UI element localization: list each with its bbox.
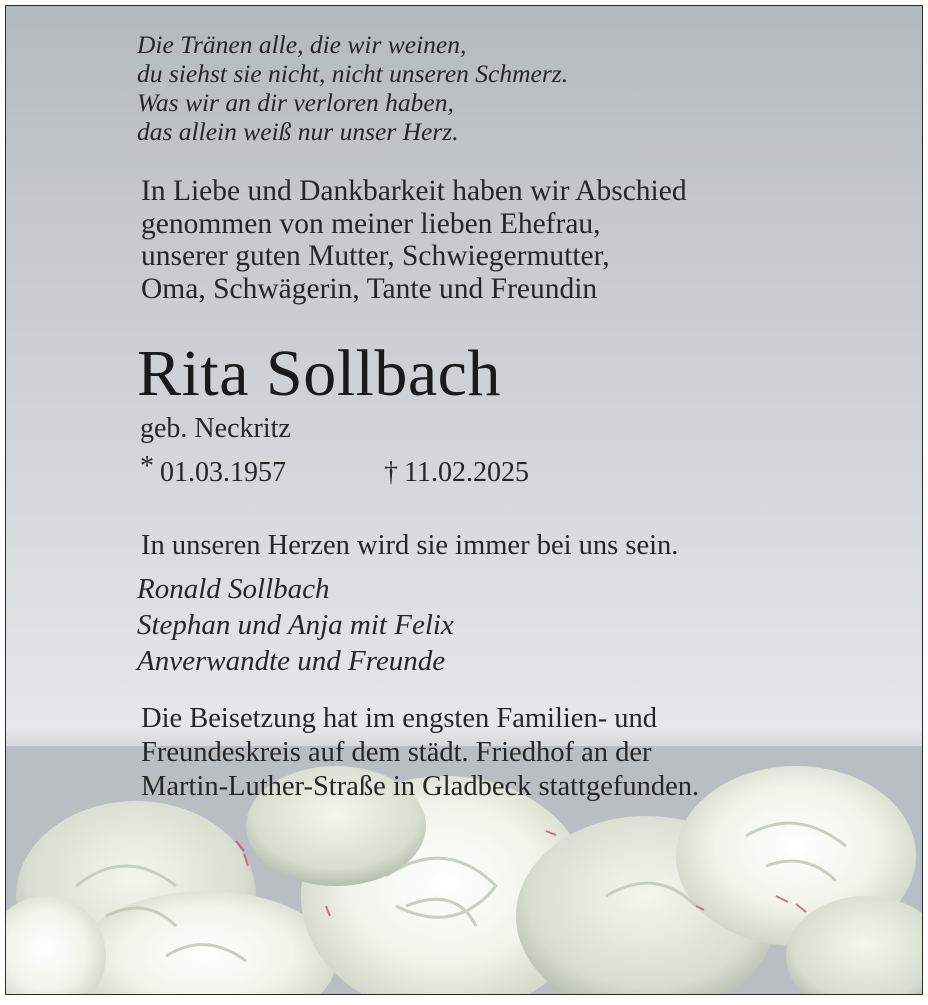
burial-info bbox=[141, 702, 699, 804]
obituary-notice bbox=[5, 5, 923, 995]
birth-name: geb. Neckritz bbox=[140, 413, 291, 444]
mourner-line: Stephan und Anja mit Felix bbox=[137, 609, 454, 641]
intro-text bbox=[141, 175, 687, 305]
poem-line: Was wir an dir verloren haben, bbox=[137, 88, 454, 117]
poem bbox=[137, 30, 568, 146]
motto: In unseren Herzen wird sie immer bei uns sein. bbox=[141, 530, 679, 561]
intro-line: genommen von meiner lieben Ehefrau, bbox=[141, 207, 601, 240]
birth-date-row bbox=[140, 451, 286, 490]
birth-date: 01.03.1957 bbox=[160, 457, 286, 488]
poem-line: du siehst sie nicht, nicht unseren Schmerz. bbox=[137, 59, 569, 88]
mourner-line: Anverwandte und Freunde bbox=[137, 645, 446, 677]
death-date: 11.02.2025 bbox=[404, 457, 529, 488]
birth-star-icon: * bbox=[140, 451, 154, 482]
death-date-row bbox=[384, 456, 529, 490]
mourner-line: Ronald Sollbach bbox=[137, 573, 330, 605]
burial-line: Freundeskreis auf dem städt. Friedhof an der bbox=[141, 737, 652, 768]
burial-line: Die Beisetzung hat im engsten Familien- und bbox=[141, 703, 658, 734]
cross-icon: † bbox=[384, 457, 398, 488]
intro-line: unserer guten Mutter, Schwiegermutter, bbox=[141, 240, 610, 272]
deceased-name: Rita Sollbach bbox=[137, 337, 501, 410]
burial-line: Martin-Luther-Straße in Gladbeck stattgefunden. bbox=[141, 771, 700, 802]
intro-line: In Liebe und Dankbarkeit haben wir Abschied bbox=[141, 175, 687, 207]
intro-line: Oma, Schwägerin, Tante und Freundin bbox=[141, 272, 598, 305]
mourners-list bbox=[137, 571, 454, 679]
poem-line: das allein weiß nur unser Herz. bbox=[137, 117, 459, 146]
poem-line: Die Tränen alle, die wir weinen, bbox=[137, 30, 467, 59]
